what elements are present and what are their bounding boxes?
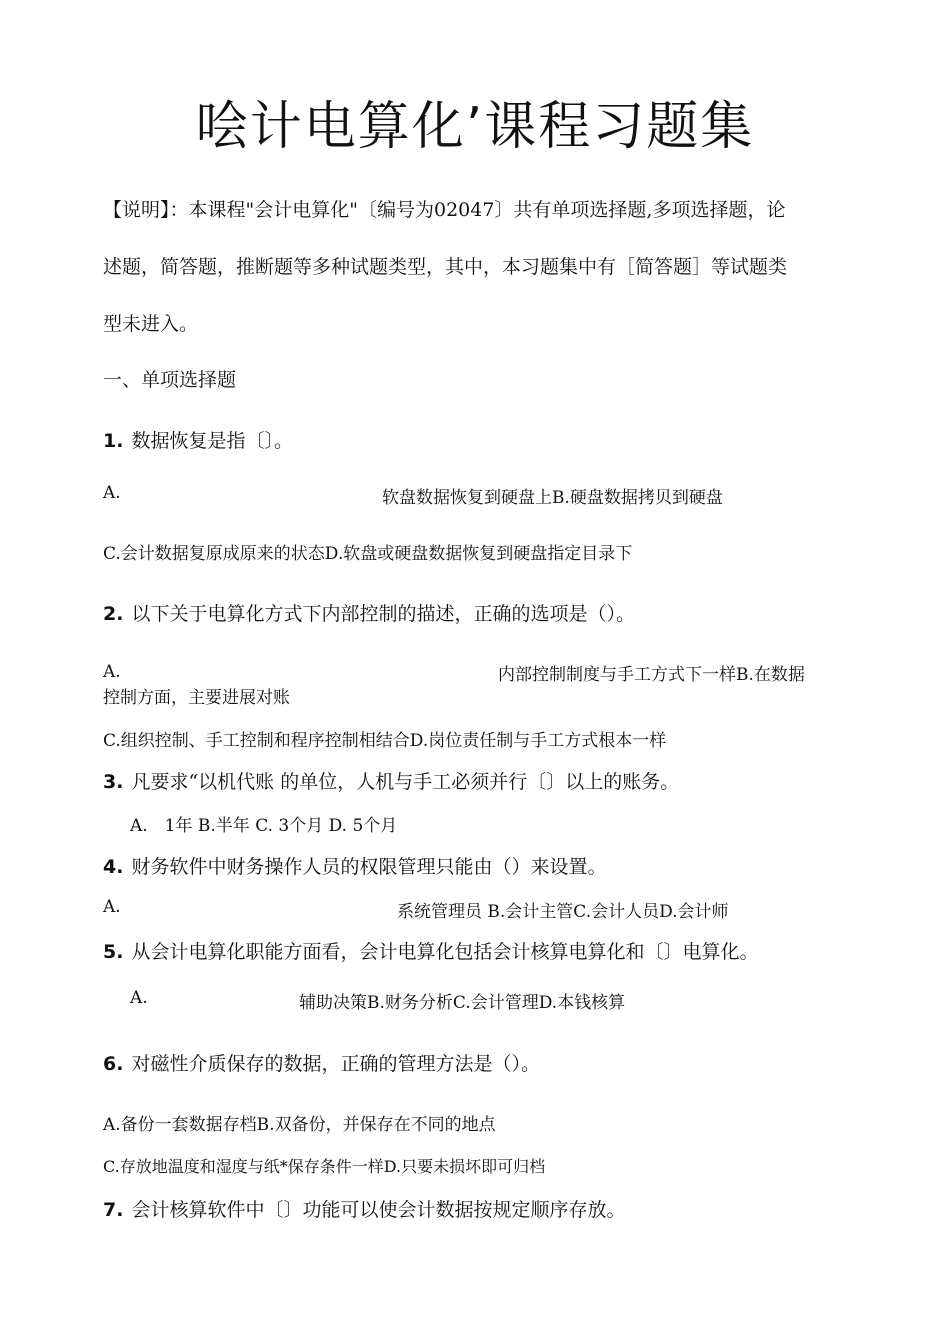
intro-line-2: 述题，简答题，推断题等多种试题类型，其中，本习题集中有［简答题］等试题类 bbox=[103, 256, 788, 278]
option-a-label: A. bbox=[103, 483, 121, 503]
question-4 bbox=[103, 852, 606, 879]
options-line: 软盘数据恢复到硬盘上B.硬盘数据拷贝到硬盘 bbox=[382, 488, 723, 508]
intro-line-3: 型未进入。 bbox=[103, 313, 199, 335]
question-number: 4. bbox=[103, 856, 124, 878]
question-number: 7. bbox=[103, 1199, 124, 1221]
question-text: 数据恢复是指〔〕。 bbox=[131, 430, 293, 452]
question-number: 3. bbox=[103, 771, 124, 793]
question-text: 对磁性介质保存的数据，正确的管理方法是（）。 bbox=[131, 1053, 540, 1075]
question-text: 从会计电算化职能方面看，会计电算化包括会计核算电算化和〔〕电算化。 bbox=[131, 941, 759, 963]
question-text: 财务软件中财务操作人员的权限管理只能由（）来设置。 bbox=[131, 856, 607, 878]
option-a-label: A. bbox=[103, 897, 121, 917]
options-line: C.会计数据复原成原来的状态D.软盘或硬盘数据恢复到硬盘指定目录下 bbox=[103, 544, 633, 564]
options-line: C.存放地温度和湿度与纸*保存条件一样D.只要未损坏即可归档 bbox=[103, 1157, 546, 1176]
intro-line-1: 【说明】：本课程"会计电算化"〔编号为02047〕共有单项选择题,多项选择题，论 bbox=[103, 199, 786, 221]
options-line: 系统管理员 B.会计主管C.会计人员D.会计师 bbox=[397, 902, 729, 922]
option-a-label: A. bbox=[130, 988, 148, 1008]
question-text: 凡要求“以机代账 的单位，人机与手工必须并行〔〕以上的账务。 bbox=[131, 771, 680, 793]
question-text: 会计核算软件中〔〕功能可以使会计数据按规定顺序存放。 bbox=[131, 1199, 626, 1221]
options-line: C.组织控制、手工控制和程序控制相结合D.岗位责任制与手工方式根本一样 bbox=[103, 731, 667, 751]
options-line-wrap: 控制方面，主要进展对账 bbox=[103, 688, 290, 708]
question-text: 以下关于电算化方式下内部控制的描述，正确的选项是（）。 bbox=[131, 603, 635, 625]
question-7 bbox=[103, 1195, 625, 1222]
options-line: 辅助决策B.财务分析C.会计管理D.本钱核算 bbox=[299, 993, 626, 1013]
section-heading: 一、单项选择题 bbox=[103, 369, 237, 391]
question-number: 6. bbox=[103, 1053, 124, 1075]
question-1 bbox=[103, 426, 293, 453]
option-a-label: A. bbox=[103, 662, 121, 682]
question-2 bbox=[103, 599, 635, 626]
options-line: A. 1年 B.半年 C. 3个月 D. 5个月 bbox=[130, 816, 398, 836]
question-number: 2. bbox=[103, 603, 124, 625]
options-line: A.备份一套数据存档B.双备份，并保存在不同的地点 bbox=[103, 1115, 496, 1135]
question-5 bbox=[103, 937, 758, 964]
document-title: 哙计电算化’课程习题集 bbox=[195, 97, 755, 157]
question-6 bbox=[103, 1049, 540, 1076]
question-3 bbox=[103, 767, 679, 794]
options-line: 内部控制制度与手工方式下一样B.在数据 bbox=[498, 665, 805, 685]
question-number: 5. bbox=[103, 941, 124, 963]
question-number: 1. bbox=[103, 430, 124, 452]
